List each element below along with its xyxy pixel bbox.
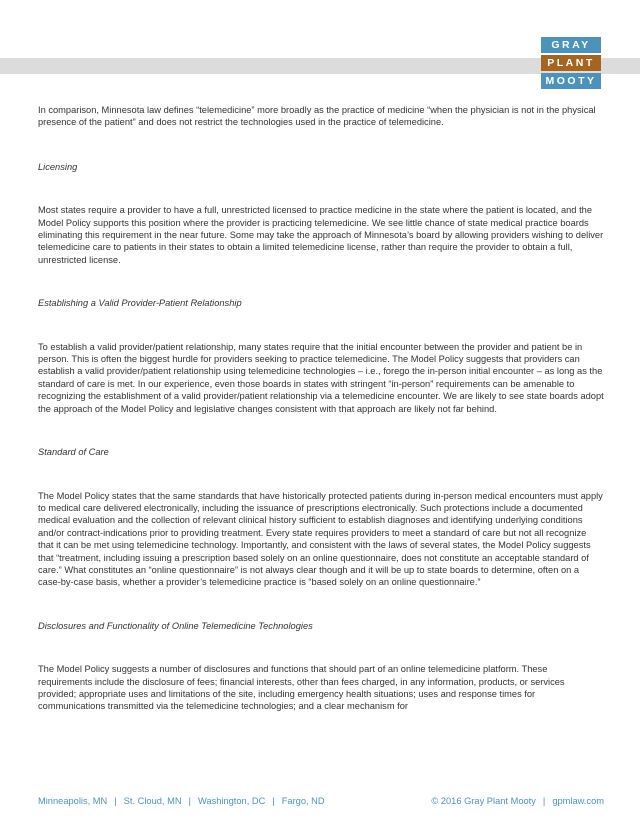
footer-location-fargo: Fargo, ND <box>281 796 325 806</box>
logo-line-gray: GRAY <box>541 37 601 53</box>
footer-separator: | <box>272 796 275 806</box>
disclosures-paragraph: The Model Policy suggests a number of disclosures and functions that should part of an online telemedicine platform. These requirements include the disclosure of fees; financial interests, other than fees charged, in any information, products, or services provided; appropriate uses and limitations of the site, including emergency health situations; uses and response times for communications transmitted via the telemedicine technologies; and a clear mechanism for <box>38 664 565 712</box>
footer-separator: | <box>542 796 546 806</box>
footer-separator: | <box>114 796 117 806</box>
footer-location-minneapolis: Minneapolis, MN <box>38 796 108 806</box>
logo-line-plant: PLANT <box>541 55 601 71</box>
firm-logo <box>541 37 601 91</box>
footer-website-link[interactable]: gpmlaw.com <box>552 796 604 806</box>
disclosures-heading: Disclosures and Functionality of Online Telemedicine Technologies <box>38 620 313 631</box>
footer-locations <box>38 796 325 806</box>
footer-copyright-block <box>431 796 604 806</box>
licensing-paragraph: Most states require a provider to have a full, unrestricted licensed to practice medicine in the state where the patient is located, and the Model Policy supports this position where the provider is practicing telemedicine. We see little chance of state medical practice boards eliminating this requirement in the near future. Some may take the approach of Minnesota’s board by allowing providers wishing to deliver telemedicine care to patients in their states to obtain a limited telemedicine license, rather than require the provider to obtain a full, unrestricted license. <box>38 205 604 265</box>
relationship-heading: Establishing a Valid Provider-Patient Relationship <box>38 298 242 309</box>
footer-separator: | <box>188 796 191 806</box>
intro-paragraph: In comparison, Minnesota law defines “telemedicine” more broadly as the practice of medicine “when the physician is not in the physical presence of the patient” and does not restrict the technologies used in the practice of telemedicine. <box>38 105 596 128</box>
footer-copyright: © 2016 Gray Plant Mooty <box>431 796 536 806</box>
licensing-heading: Licensing <box>38 161 78 172</box>
standard-heading: Standard of Care <box>38 447 109 458</box>
footer-location-washington: Washington, DC <box>197 796 266 806</box>
relationship-paragraph: To establish a valid provider/patient relationship, many states require that the initial encounter between the provider and patient be in person. This is often the biggest hurdle for providers seeking to practice telemedicine. The Model Policy suggests that providers can establish a valid provider/patient relationship using telemedicine technologies – i.e., forego the in-person initial encounter – as long as the standard of care is met. In our experience, even those boards in states with stringent “in-person” requirements can be amenable to recognizing the establishment of a valid provider/patient relationship via a telemedicine encounter. We are likely to see state boards adopt the approach of the Model Policy and legislative changes consistent with that approach are likely not far behind. <box>38 341 604 414</box>
document-body <box>38 104 604 713</box>
standard-paragraph: The Model Policy states that the same standards that have historically protected patients during in-person medical encounters must apply to medical care delivered electronically, including the issuance of prescriptions electronically. Such protections include a documented medical evaluation and the collection of relevant clinical history sufficient to establish diagnoses and identifying underlying conditions and/or contract-indications prior to providing treatment. Every state requires providers to meet a standard of care but not all recognize that it can be met using telemedicine technology. Importantly, and consistent with the laws of several states, the Model Policy suggests that “treatment, including issuing a prescription based solely on an online questionnaire, does not constitute an acceptable standard of care.” What constitutes an “online questionnaire” is not always clear though and it will be up to state boards to determine, often on a case-by-case basis, whether a provider’s telemedicine practice is “based solely on an online questionnaire.” <box>38 490 603 588</box>
footer-location-st-cloud: St. Cloud, MN <box>123 796 182 806</box>
logo-line-mooty: MOOTY <box>541 73 601 89</box>
